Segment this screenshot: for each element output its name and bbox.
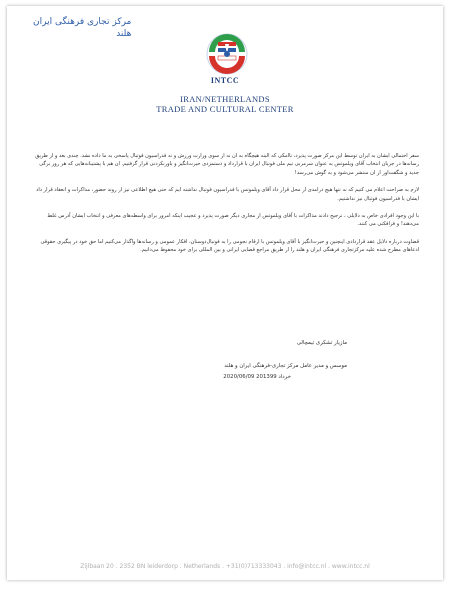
signer-name: مازیار تشکری تیمچالی — [296, 340, 347, 346]
signer-role: موسس و مدیر عامل مرکز تجاری-فرهنگی ایران و هلند — [224, 363, 347, 369]
signature-block — [47, 338, 347, 383]
corner-org-name — [33, 16, 131, 40]
letter-body — [35, 152, 419, 264]
paragraph-2: لازم به صراحت اعلام می کنیم که نه تنها هیچ درامدی از محل قرار داد آقای ویلموتس با فدراسیون فوتبال نداشته ایم که حتی هیچ اطلاعی نیز از روند حضور، مذاکرات و انعقاد قرار داد ایشان با فدراسیون فوتبال نیز نداشتیم. — [36, 187, 419, 202]
corner-org-line2: هلند — [116, 29, 132, 39]
letter-page — [7, 6, 443, 580]
letter-date: 2020/06/09 20خرداد 1399 — [223, 374, 291, 380]
org-title — [7, 94, 443, 114]
paragraph-1: سفر احتمالی ایشان به ایران توسط این مرکز صورت پذیرد، ناامکی که البته هیچگاه به ان نه از سوی وزارت ورزش و نه فدراسیون فوتبال پاسخی به ما داده نشد. چندی بعد و از طریق رسانه‌ها در جریان انتخاب آقای ویلموتس به عنوان سرمربی تیم ملی فوتبال ایران با قرارداد و دستمزدی حیرت‌انگیز و باورنکردنی قرار گرفتیم. ان هم با پشتیبانه‌هایی که هر روز برگی جدید و شگفت‌اور از ان منتشر می‌شود و به گوش می‌رسد! — [35, 153, 419, 176]
logo-acronym: INTCC — [210, 76, 240, 85]
org-title-line1: IRAN/NETHERLANDS — [180, 94, 270, 104]
paragraph-4: قضاوت درباره دلایل عقد قراردادی اینچنین و حیرت‌انگیز با آقای ویلموتس با ارقام نجومی را به فوتبال‌دوستان، افکار عمومی و رسانه‌ها واگذار می‌کنیم اما حق خود در پیگیری حقوقی ادعاهای مطرح شده علیه مرکزتجاری فرهنگی ایران و هلند را از طریق مراجع قضایی ایرانی و بین المللی برای خود محفوظ می‌دانیم. — [40, 238, 419, 254]
org-title-line2: TRADE AND CULTURAL CENTER — [156, 104, 294, 114]
footer-address: Zijlbaan 20 . 2352 BN leiderdorp . Netherlands . +31(0)713333043 . info@intcc.nl . www.intcc.nl — [80, 563, 370, 570]
corner-org-line1: مرکز تجاری فرهنگی ایران — [33, 17, 132, 27]
paragraph-3: با این وجود افرادی خاص به دلایلی ، ترجیح دادند مذاکرات با آقای ویلموتس از مجاری دیگر صورت پذیرد و عجیب اینکه امروز برای واسطه‌های معرفی و انتخاب ایشان آدرس غلط می‌دهند! و فرافکنی می کنند. — [47, 213, 419, 228]
